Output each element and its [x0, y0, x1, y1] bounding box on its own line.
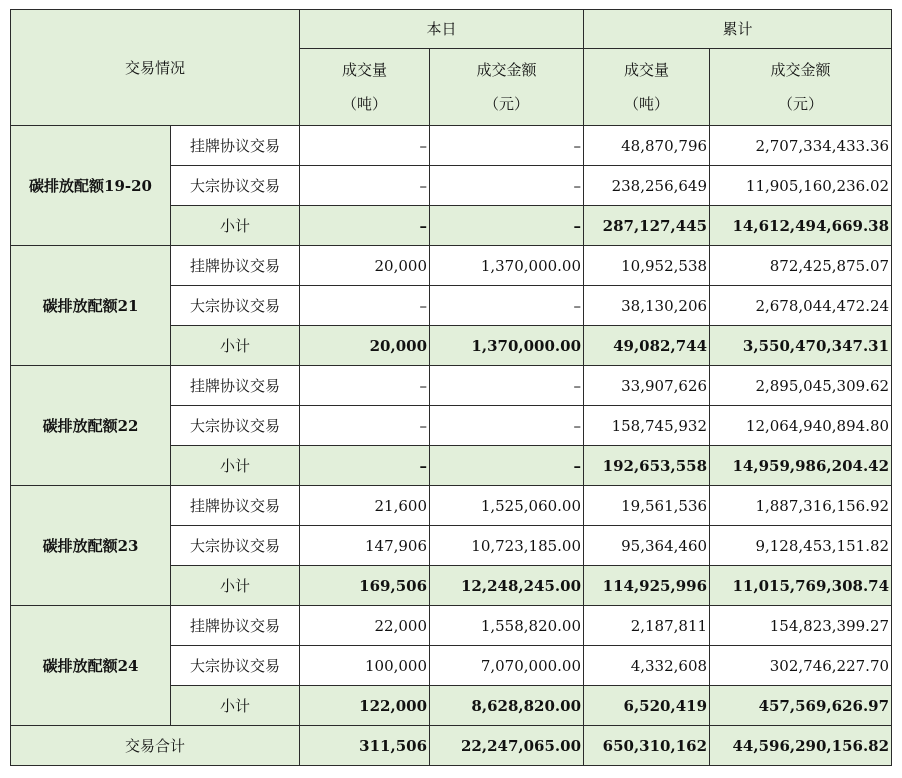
category-cell: 碳排放配额21: [11, 246, 171, 366]
cum-amount-cell: 872,425,875.07: [710, 246, 892, 286]
volume-unit: （吨）: [342, 95, 388, 113]
cum-amount-cell: 14,959,986,204.42: [710, 446, 892, 486]
subtotal-label: 小计: [171, 686, 300, 726]
header-row-top: [11, 10, 892, 49]
cum-amount-cell: 11,905,160,236.02: [710, 166, 892, 206]
today-amount-cell: –: [430, 406, 584, 446]
cum-volume-cell: 10,952,538: [584, 246, 710, 286]
trade-type-cell: 挂牌协议交易: [171, 126, 300, 166]
cum-volume-cell: 33,907,626: [584, 366, 710, 406]
cum-amount-cell: 154,823,399.27: [710, 606, 892, 646]
today-volume-cell: 20,000: [300, 246, 430, 286]
trade-type-cell: 挂牌协议交易: [171, 606, 300, 646]
cum-amount-cell: 2,707,334,433.36: [710, 126, 892, 166]
table-row: [11, 486, 892, 526]
trade-type-cell: 挂牌协议交易: [171, 246, 300, 286]
cum-volume-cell: 287,127,445: [584, 206, 710, 246]
today-amount-cell: –: [430, 166, 584, 206]
today-header: 本日: [300, 10, 584, 49]
trade-type-cell: 挂牌协议交易: [171, 366, 300, 406]
total-today-volume: 311,506: [300, 726, 430, 766]
cum-volume-cell: 2,187,811: [584, 606, 710, 646]
cum-volume-cell: 114,925,996: [584, 566, 710, 606]
total-label: 交易合计: [11, 726, 300, 766]
table-row: [11, 606, 892, 646]
today-amount-cell: –: [430, 366, 584, 406]
today-volume-cell: 100,000: [300, 646, 430, 686]
today-amount-cell: 1,558,820.00: [430, 606, 584, 646]
cum-amount-cell: 2,895,045,309.62: [710, 366, 892, 406]
cum-amount-cell: 12,064,940,894.80: [710, 406, 892, 446]
subtotal-label: 小计: [171, 446, 300, 486]
table-row: [11, 126, 892, 166]
trading-summary: [10, 9, 892, 766]
total-today-amount: 22,247,065.00: [430, 726, 584, 766]
cum-volume-cell: 48,870,796: [584, 126, 710, 166]
cum-amount-cell: 457,569,626.97: [710, 686, 892, 726]
table-row: [11, 246, 892, 286]
volume-label: 成交量: [342, 61, 388, 79]
trade-type-cell: 大宗协议交易: [171, 526, 300, 566]
subtotal-label: 小计: [171, 326, 300, 366]
volume-label: 成交量: [624, 61, 670, 79]
total-cum-amount: 44,596,290,156.82: [710, 726, 892, 766]
today-volume-header: [300, 49, 430, 126]
category-cell: 碳排放配额23: [11, 486, 171, 606]
trade-type-cell: 大宗协议交易: [171, 286, 300, 326]
amount-unit: （元）: [778, 95, 824, 113]
today-volume-cell: 169,506: [300, 566, 430, 606]
today-volume-cell: 21,600: [300, 486, 430, 526]
today-amount-cell: –: [430, 446, 584, 486]
today-volume-cell: –: [300, 206, 430, 246]
cum-volume-cell: 38,130,206: [584, 286, 710, 326]
cum-amount-cell: 9,128,453,151.82: [710, 526, 892, 566]
cum-volume-cell: 158,745,932: [584, 406, 710, 446]
trade-type-cell: 大宗协议交易: [171, 406, 300, 446]
trade-type-cell: 大宗协议交易: [171, 646, 300, 686]
today-volume-cell: –: [300, 286, 430, 326]
trade-type-cell: 挂牌协议交易: [171, 486, 300, 526]
cum-volume-cell: 192,653,558: [584, 446, 710, 486]
today-volume-cell: –: [300, 406, 430, 446]
cum-volume-cell: 6,520,419: [584, 686, 710, 726]
cum-volume-cell: 95,364,460: [584, 526, 710, 566]
today-amount-cell: –: [430, 286, 584, 326]
category-cell: 碳排放配额22: [11, 366, 171, 486]
cum-volume-cell: 49,082,744: [584, 326, 710, 366]
subtotal-label: 小计: [171, 566, 300, 606]
cumulative-header: 累计: [584, 10, 892, 49]
cum-amount-cell: 1,887,316,156.92: [710, 486, 892, 526]
today-volume-cell: 22,000: [300, 606, 430, 646]
cum-amount-cell: 11,015,769,308.74: [710, 566, 892, 606]
today-amount-cell: –: [430, 126, 584, 166]
today-amount-cell: 7,070,000.00: [430, 646, 584, 686]
today-volume-cell: 147,906: [300, 526, 430, 566]
total-cum-volume: 650,310,162: [584, 726, 710, 766]
today-volume-cell: 20,000: [300, 326, 430, 366]
today-volume-cell: –: [300, 166, 430, 206]
today-amount-cell: 1,370,000.00: [430, 246, 584, 286]
cum-volume-cell: 19,561,536: [584, 486, 710, 526]
cum-amount-cell: 2,678,044,472.24: [710, 286, 892, 326]
cum-amount-cell: 14,612,494,669.38: [710, 206, 892, 246]
today-amount-cell: 8,628,820.00: [430, 686, 584, 726]
cum-amount-header: [710, 49, 892, 126]
amount-label: 成交金额: [476, 61, 537, 79]
cum-amount-cell: 302,746,227.70: [710, 646, 892, 686]
cum-amount-cell: 3,550,470,347.31: [710, 326, 892, 366]
today-amount-cell: 10,723,185.00: [430, 526, 584, 566]
cum-volume-cell: 238,256,649: [584, 166, 710, 206]
subtotal-label: 小计: [171, 206, 300, 246]
today-volume-cell: –: [300, 366, 430, 406]
category-cell: 碳排放配额24: [11, 606, 171, 726]
today-amount-header: [430, 49, 584, 126]
today-amount-cell: 1,370,000.00: [430, 326, 584, 366]
category-cell: 碳排放配额19-20: [11, 126, 171, 246]
table-row: [11, 366, 892, 406]
today-amount-cell: 1,525,060.00: [430, 486, 584, 526]
today-volume-cell: 122,000: [300, 686, 430, 726]
amount-unit: （元）: [484, 95, 530, 113]
total-row: [11, 726, 892, 766]
amount-label: 成交金额: [770, 61, 831, 79]
volume-unit: （吨）: [624, 95, 670, 113]
today-amount-cell: –: [430, 206, 584, 246]
trade-type-cell: 大宗协议交易: [171, 166, 300, 206]
cum-volume-cell: 4,332,608: [584, 646, 710, 686]
cum-volume-header: [584, 49, 710, 126]
trading-table: [10, 9, 892, 766]
today-amount-cell: 12,248,245.00: [430, 566, 584, 606]
today-volume-cell: –: [300, 446, 430, 486]
today-volume-cell: –: [300, 126, 430, 166]
trade-header: 交易情况: [11, 10, 300, 126]
